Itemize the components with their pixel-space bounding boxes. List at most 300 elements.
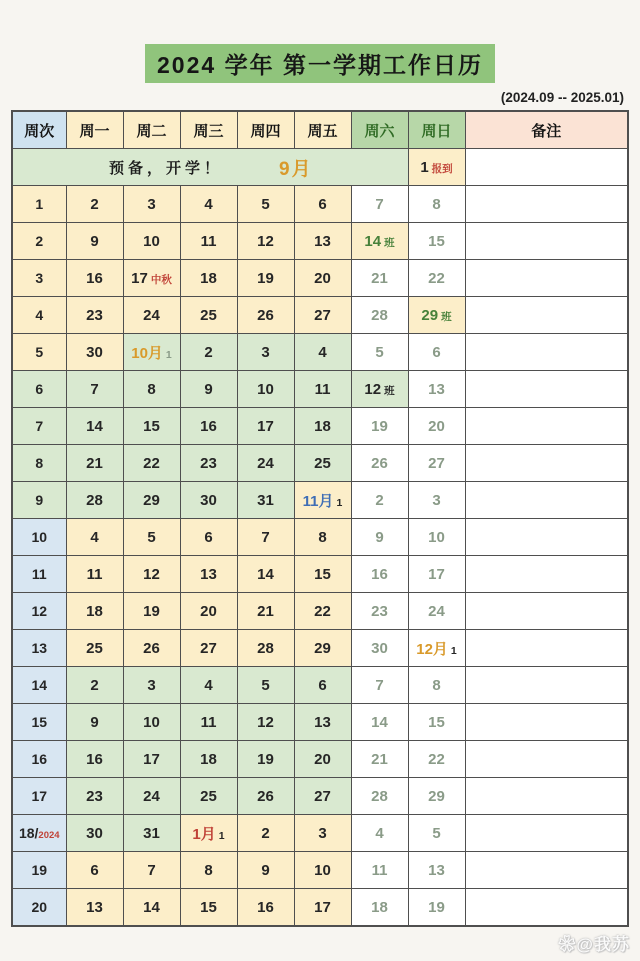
day-cell xyxy=(351,297,408,334)
week-number-cell xyxy=(12,445,66,482)
day-number: 1月 xyxy=(192,825,216,843)
week-number: 16 xyxy=(31,751,48,767)
day-cell xyxy=(66,667,123,704)
day-number: 29 xyxy=(143,491,160,509)
day-cell xyxy=(294,371,351,408)
week-row xyxy=(12,260,628,297)
day-number: 29 xyxy=(428,787,445,805)
day-cell xyxy=(180,297,237,334)
day-cell xyxy=(351,815,408,852)
day-number: 5 xyxy=(432,824,441,842)
day-cell xyxy=(237,741,294,778)
header-thursday: 周四 xyxy=(237,111,294,149)
day-cell xyxy=(408,371,465,408)
day-number: 12 xyxy=(257,713,274,731)
week-row xyxy=(12,186,628,223)
day-number: 14 xyxy=(364,232,382,250)
day-number: 2 xyxy=(375,491,384,509)
day-cell xyxy=(180,186,237,223)
day-number: 19 xyxy=(143,602,160,620)
week-number: 2 xyxy=(35,233,44,249)
week-number: 17 xyxy=(31,788,48,804)
day-number: 10 xyxy=(143,232,160,250)
day-number: 13 xyxy=(314,713,331,731)
day-cell xyxy=(351,186,408,223)
week-row xyxy=(12,223,628,260)
day-tag: 1 xyxy=(165,348,172,361)
day-number: 25 xyxy=(314,454,331,472)
day-cell xyxy=(66,408,123,445)
day-number: 10 xyxy=(428,528,445,546)
day-number: 16 xyxy=(86,269,103,287)
day-cell xyxy=(351,704,408,741)
day-cell xyxy=(123,371,180,408)
day-cell xyxy=(294,408,351,445)
day-cell xyxy=(408,260,465,297)
day-number: 10月 xyxy=(131,344,163,362)
day-number: 13 xyxy=(428,861,445,879)
day-cell xyxy=(237,482,294,519)
day-number: 25 xyxy=(86,639,103,657)
day-cell xyxy=(351,556,408,593)
week-row xyxy=(12,815,628,852)
day-number: 11 xyxy=(371,861,388,879)
september-banner-cell xyxy=(12,149,408,186)
week-number: 11 xyxy=(31,566,47,582)
day-cell xyxy=(180,260,237,297)
day-number: 20 xyxy=(314,750,331,768)
day-cell xyxy=(408,741,465,778)
watermark-icon: ❀ xyxy=(558,935,577,954)
day-cell xyxy=(123,408,180,445)
day-cell xyxy=(351,741,408,778)
day-number: 5 xyxy=(261,195,270,213)
day-number: 15 xyxy=(200,898,217,916)
day-cell xyxy=(294,186,351,223)
remark-cell xyxy=(465,815,628,852)
day-cell xyxy=(180,704,237,741)
day-number: 4 xyxy=(318,343,327,361)
day-cell xyxy=(408,334,465,371)
day-tag: 班 xyxy=(384,384,395,397)
remark-cell xyxy=(465,334,628,371)
day-number: 9 xyxy=(90,232,99,250)
day-cell xyxy=(66,556,123,593)
day-cell xyxy=(294,334,351,371)
day-number: 29 xyxy=(421,306,439,324)
day-cell xyxy=(237,371,294,408)
day-cell xyxy=(180,334,237,371)
day-cell xyxy=(237,445,294,482)
week-row xyxy=(12,704,628,741)
day-number: 18 xyxy=(86,602,103,620)
day-cell xyxy=(66,186,123,223)
day-number: 25 xyxy=(200,787,217,805)
day-number: 23 xyxy=(200,454,217,472)
day-cell xyxy=(123,630,180,667)
day-cell xyxy=(294,519,351,556)
week-year-sub: 2024 xyxy=(38,830,60,841)
day-number: 8 xyxy=(147,380,156,398)
day-number: 31 xyxy=(257,491,274,509)
page-title: 2024 学年 第一学期工作日历 xyxy=(145,44,495,83)
banner-row xyxy=(12,149,628,186)
day-cell xyxy=(294,223,351,260)
day-cell-registration xyxy=(408,149,465,186)
day-cell xyxy=(237,630,294,667)
day-cell xyxy=(408,556,465,593)
registration-tag: 报到 xyxy=(431,162,453,175)
day-number: 11 xyxy=(86,565,103,583)
week-row xyxy=(12,593,628,630)
day-cell xyxy=(66,334,123,371)
day-number: 4 xyxy=(204,676,213,694)
day-number: 12 xyxy=(143,565,160,583)
day-cell xyxy=(237,556,294,593)
day-number: 17 xyxy=(143,750,160,768)
week-row xyxy=(12,408,628,445)
week-row xyxy=(12,889,628,927)
day-number: 24 xyxy=(257,454,274,472)
day-number: 18 xyxy=(371,898,388,916)
week-number-cell xyxy=(12,630,66,667)
day-number: 24 xyxy=(428,602,445,620)
day-cell xyxy=(180,778,237,815)
day-cell xyxy=(123,519,180,556)
day-cell xyxy=(180,445,237,482)
title-band xyxy=(0,0,640,83)
day-number: 18 xyxy=(200,269,217,287)
week-number-cell xyxy=(12,667,66,704)
week-number: 12 xyxy=(31,603,48,619)
remark-cell xyxy=(465,889,628,927)
day-number: 6 xyxy=(318,195,327,213)
week-number: 5 xyxy=(35,344,44,360)
day-cell xyxy=(123,741,180,778)
week-number-cell xyxy=(12,334,66,371)
day-number: 18 xyxy=(200,750,217,768)
day-number: 24 xyxy=(143,306,160,324)
remark-cell xyxy=(465,297,628,334)
day-cell xyxy=(351,371,408,408)
watermark xyxy=(558,930,630,955)
day-cell xyxy=(66,778,123,815)
day-cell xyxy=(294,667,351,704)
day-number: 3 xyxy=(432,491,441,509)
day-number: 4 xyxy=(375,824,384,842)
day-number: 9 xyxy=(261,861,270,879)
day-cell xyxy=(351,889,408,927)
remark-cell xyxy=(465,260,628,297)
day-number: 22 xyxy=(314,602,331,620)
day-number: 5 xyxy=(147,528,156,546)
week-row xyxy=(12,334,628,371)
week-number-cell xyxy=(12,186,66,223)
day-cell xyxy=(237,889,294,927)
day-cell xyxy=(408,889,465,927)
remark-cell xyxy=(465,704,628,741)
day-tag: 中秋 xyxy=(150,273,172,286)
day-number: 29 xyxy=(314,639,331,657)
week-row xyxy=(12,371,628,408)
day-cell xyxy=(66,445,123,482)
day-cell xyxy=(66,371,123,408)
day-number: 22 xyxy=(428,750,445,768)
day-number: 6 xyxy=(432,343,441,361)
day-cell xyxy=(237,297,294,334)
day-cell xyxy=(66,815,123,852)
day-cell xyxy=(294,593,351,630)
week-number: 4 xyxy=(35,307,44,323)
day-number: 26 xyxy=(257,787,274,805)
day-tag: 班 xyxy=(384,236,395,249)
watermark-text: @我苏 xyxy=(576,935,630,954)
header-row xyxy=(12,111,628,149)
day-cell xyxy=(294,556,351,593)
day-number: 21 xyxy=(86,454,103,472)
day-cell xyxy=(408,593,465,630)
day-cell xyxy=(294,778,351,815)
day-cell xyxy=(237,408,294,445)
day-number: 12 xyxy=(257,232,274,250)
remark-cell xyxy=(465,852,628,889)
remark-cell xyxy=(465,519,628,556)
day-cell xyxy=(294,482,351,519)
week-row xyxy=(12,741,628,778)
day-number: 12月 xyxy=(416,640,448,658)
day-cell xyxy=(123,482,180,519)
day-number: 27 xyxy=(428,454,445,472)
day-number: 16 xyxy=(86,750,103,768)
week-number: 8 xyxy=(35,455,44,471)
day-cell xyxy=(123,704,180,741)
day-cell xyxy=(237,260,294,297)
day-cell xyxy=(66,889,123,927)
week-number-cell xyxy=(12,260,66,297)
day-cell xyxy=(66,852,123,889)
day-cell xyxy=(66,482,123,519)
day-cell xyxy=(180,667,237,704)
header-monday: 周一 xyxy=(66,111,123,149)
day-cell xyxy=(351,334,408,371)
day-number: 16 xyxy=(257,898,274,916)
day-number: 1 xyxy=(420,158,429,176)
day-cell xyxy=(294,297,351,334)
day-cell xyxy=(180,223,237,260)
day-cell xyxy=(66,519,123,556)
day-number: 25 xyxy=(200,306,217,324)
week-number: 15 xyxy=(31,714,48,730)
day-number: 26 xyxy=(143,639,160,657)
day-number: 7 xyxy=(375,195,384,213)
day-number: 12 xyxy=(364,380,382,398)
day-number: 30 xyxy=(86,343,103,361)
day-cell xyxy=(408,630,465,667)
day-number: 13 xyxy=(200,565,217,583)
day-cell xyxy=(180,741,237,778)
day-number: 8 xyxy=(318,528,327,546)
week-number: 9 xyxy=(35,492,44,508)
day-number: 27 xyxy=(314,787,331,805)
day-cell xyxy=(123,260,180,297)
day-cell xyxy=(237,852,294,889)
day-number: 9 xyxy=(90,713,99,731)
day-tag: 1 xyxy=(218,829,225,842)
header-remark: 备注 xyxy=(465,111,628,149)
day-cell xyxy=(294,815,351,852)
remark-cell xyxy=(465,482,628,519)
day-cell xyxy=(294,260,351,297)
day-number: 3 xyxy=(147,676,156,694)
day-number: 13 xyxy=(314,232,331,250)
day-number: 8 xyxy=(432,195,441,213)
day-number: 15 xyxy=(314,565,331,583)
day-number: 17 xyxy=(314,898,331,916)
day-cell xyxy=(351,223,408,260)
day-cell xyxy=(180,889,237,927)
day-cell xyxy=(408,667,465,704)
day-cell xyxy=(408,445,465,482)
day-number: 7 xyxy=(261,528,270,546)
day-number: 17 xyxy=(131,269,148,287)
day-cell xyxy=(408,223,465,260)
remark-cell xyxy=(465,556,628,593)
day-number: 31 xyxy=(143,824,160,842)
day-number: 19 xyxy=(257,269,274,287)
day-cell xyxy=(351,852,408,889)
calendar-table xyxy=(11,110,629,927)
remark-cell xyxy=(465,223,628,260)
day-number: 3 xyxy=(261,343,270,361)
day-cell xyxy=(180,852,237,889)
semester-start-note: 预备，开学！ xyxy=(109,159,224,177)
day-cell xyxy=(180,482,237,519)
day-number: 16 xyxy=(200,417,217,435)
remark-cell xyxy=(465,630,628,667)
day-cell xyxy=(66,704,123,741)
day-cell xyxy=(66,593,123,630)
day-number: 23 xyxy=(371,602,388,620)
day-cell xyxy=(66,260,123,297)
week-number-cell xyxy=(12,815,66,852)
header-saturday: 周六 xyxy=(351,111,408,149)
day-number: 5 xyxy=(375,343,384,361)
day-number: 14 xyxy=(86,417,103,435)
week-number: 10 xyxy=(31,529,48,545)
day-cell xyxy=(123,556,180,593)
month-label-september: 9月 xyxy=(279,158,313,180)
day-number: 2 xyxy=(90,195,99,213)
day-number: 10 xyxy=(257,380,274,398)
day-number: 11月 xyxy=(302,492,334,510)
remark-cell xyxy=(465,371,628,408)
day-cell xyxy=(237,667,294,704)
day-number: 2 xyxy=(90,676,99,694)
day-tag: 1 xyxy=(450,644,457,657)
day-cell xyxy=(237,186,294,223)
week-number-cell xyxy=(12,741,66,778)
day-number: 13 xyxy=(428,380,445,398)
day-number: 26 xyxy=(371,454,388,472)
week-number: 3 xyxy=(35,270,44,286)
day-cell xyxy=(180,593,237,630)
header-week-number: 周次 xyxy=(12,111,66,149)
day-number: 23 xyxy=(86,306,103,324)
week-number-cell xyxy=(12,223,66,260)
week-row xyxy=(12,519,628,556)
day-cell xyxy=(408,815,465,852)
day-cell xyxy=(123,186,180,223)
week-number: 20 xyxy=(31,899,48,915)
week-number-cell xyxy=(12,482,66,519)
week-number: 7 xyxy=(35,418,44,434)
day-cell xyxy=(351,667,408,704)
day-number: 15 xyxy=(143,417,160,435)
day-cell xyxy=(123,297,180,334)
day-number: 7 xyxy=(90,380,99,398)
day-number: 2 xyxy=(261,824,270,842)
date-range-subtitle: (2024.09 -- 2025.01) xyxy=(500,90,624,105)
day-number: 30 xyxy=(371,639,388,657)
remark-cell xyxy=(465,445,628,482)
header-sunday: 周日 xyxy=(408,111,465,149)
remark-cell xyxy=(465,778,628,815)
day-cell xyxy=(123,445,180,482)
day-cell xyxy=(123,223,180,260)
day-number: 5 xyxy=(261,676,270,694)
week-row xyxy=(12,482,628,519)
day-number: 8 xyxy=(432,676,441,694)
day-number: 11 xyxy=(200,232,217,250)
week-number-cell xyxy=(12,593,66,630)
remark-cell xyxy=(465,741,628,778)
day-number: 18 xyxy=(314,417,331,435)
week-row xyxy=(12,297,628,334)
remark-cell xyxy=(465,149,628,186)
day-cell xyxy=(351,778,408,815)
day-cell xyxy=(237,519,294,556)
day-number: 19 xyxy=(428,898,445,916)
day-cell xyxy=(408,778,465,815)
day-number: 10 xyxy=(143,713,160,731)
day-number: 11 xyxy=(200,713,217,731)
day-number: 6 xyxy=(204,528,213,546)
day-number: 17 xyxy=(257,417,274,435)
day-number: 3 xyxy=(318,824,327,842)
day-cell xyxy=(294,741,351,778)
day-number: 7 xyxy=(147,861,156,879)
day-number: 22 xyxy=(143,454,160,472)
day-cell xyxy=(66,741,123,778)
week-number: 19 xyxy=(31,862,48,878)
day-cell xyxy=(237,815,294,852)
day-cell xyxy=(66,223,123,260)
day-cell xyxy=(66,297,123,334)
day-number: 2 xyxy=(204,343,213,361)
day-number: 10 xyxy=(314,861,331,879)
week-number-cell xyxy=(12,704,66,741)
day-cell xyxy=(180,815,237,852)
day-cell xyxy=(294,704,351,741)
day-cell xyxy=(237,334,294,371)
day-cell xyxy=(237,223,294,260)
day-number: 27 xyxy=(200,639,217,657)
week-number-cell xyxy=(12,371,66,408)
day-number: 6 xyxy=(318,676,327,694)
day-number: 20 xyxy=(428,417,445,435)
week-number-cell xyxy=(12,889,66,927)
day-cell xyxy=(180,371,237,408)
